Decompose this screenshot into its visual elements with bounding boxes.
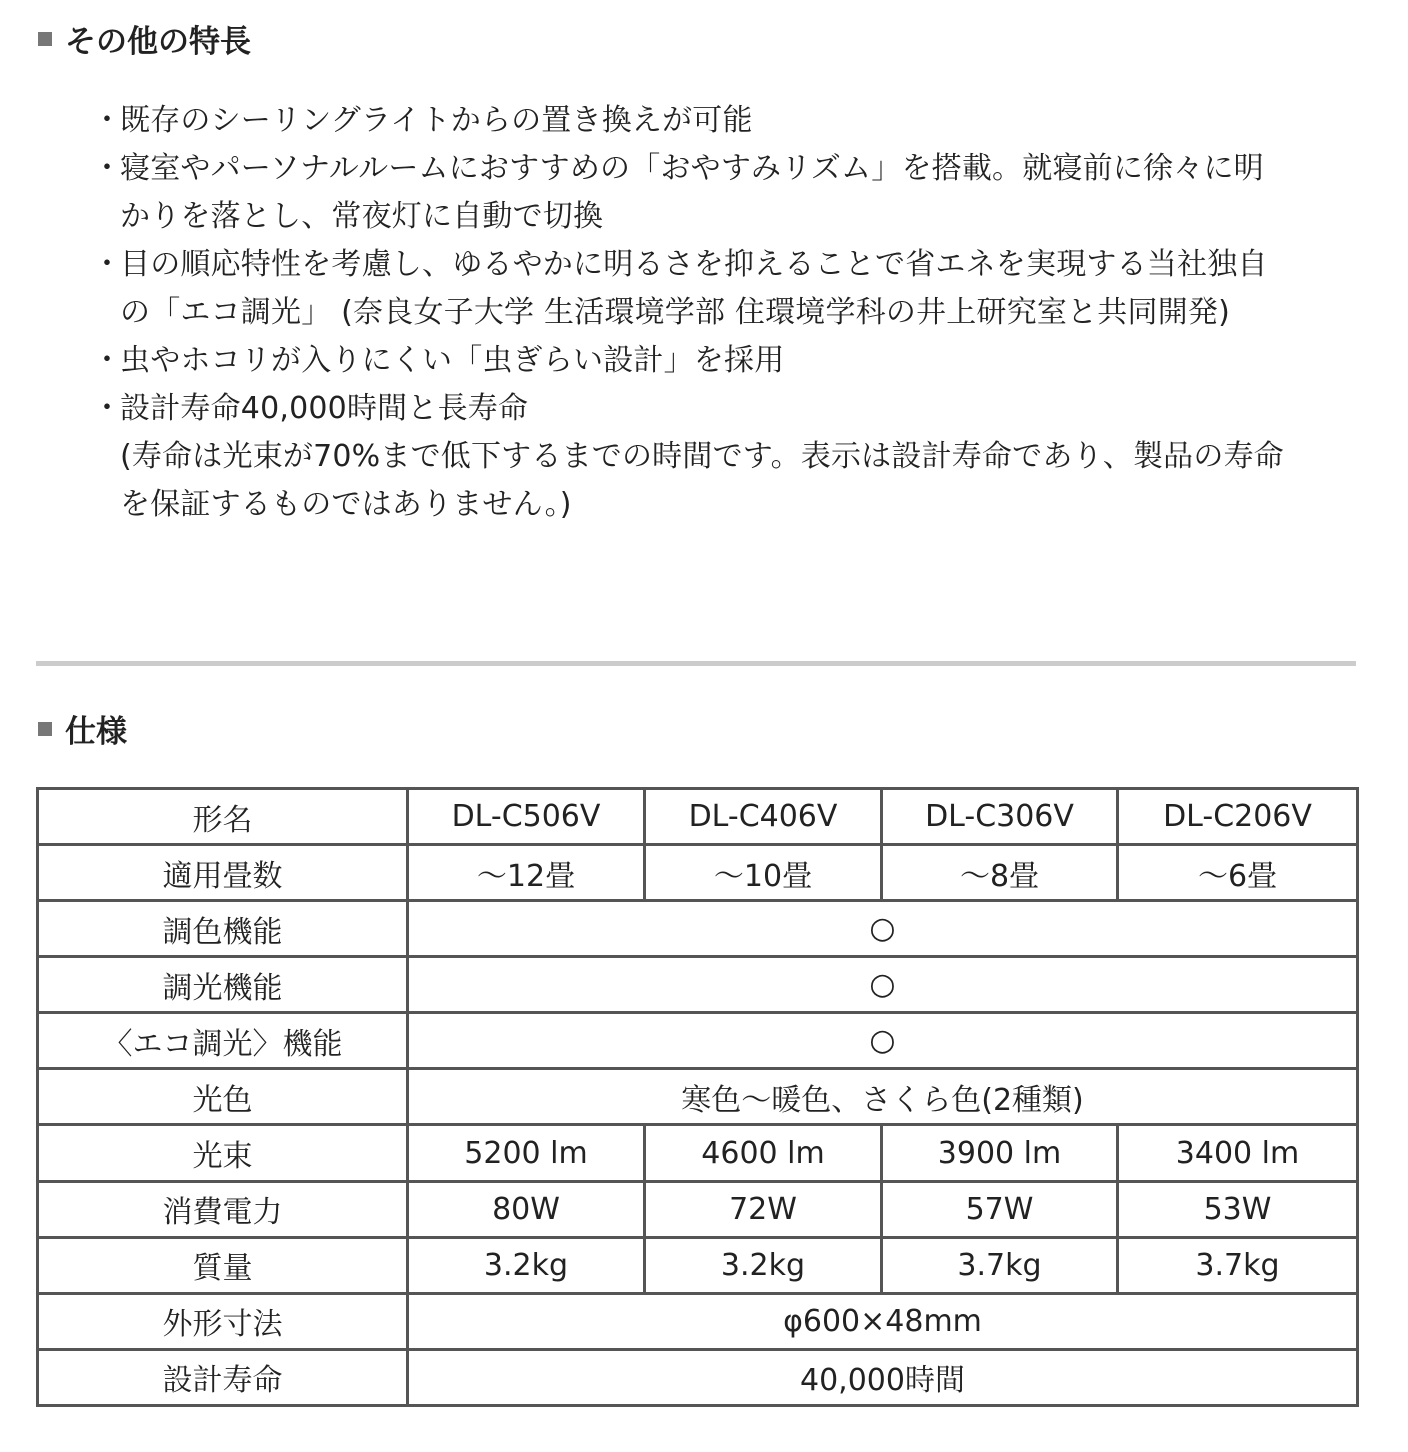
table-cell: 3.2kg: [645, 1237, 882, 1293]
table-cell: ～8畳: [882, 845, 1118, 901]
row-label: 質量: [38, 1237, 408, 1293]
spec-table: [36, 787, 1359, 1407]
table-cell: 53W: [1118, 1181, 1358, 1237]
feature-text: 目の順応特性を考慮し、ゆるやかに明るさを抑えることで省エネを実現する当社独自 の「エコ調光」 (奈良女子大学 生活環境学部 住環境学科の井上研究室と共同開発): [120, 247, 1268, 330]
row-label: 光束: [38, 1125, 408, 1181]
row-label: 形名: [38, 789, 408, 845]
table-cell: 3.2kg: [408, 1237, 645, 1293]
table-row-dimming: [38, 957, 1358, 1013]
bullet: ・: [92, 343, 123, 378]
table-cell: 3400 lm: [1118, 1125, 1358, 1181]
table-row-weight: [38, 1237, 1358, 1293]
features-heading-text: その他の特長: [65, 24, 251, 60]
row-label: 適用畳数: [38, 845, 408, 901]
square-bullet-icon: [38, 722, 52, 736]
table-cell: 3.7kg: [1118, 1237, 1358, 1293]
list-item: [92, 241, 1372, 337]
table-row-dimensions: [38, 1293, 1358, 1349]
table-cell: DL-C506V: [408, 789, 645, 845]
table-row-luminous-flux: [38, 1125, 1358, 1181]
row-label: 調光機能: [38, 957, 408, 1013]
table-row-lifetime: [38, 1349, 1358, 1405]
table-cell: DL-C206V: [1118, 789, 1358, 845]
feature-list: [92, 97, 1372, 529]
table-row-light-color: [38, 1069, 1358, 1125]
feature-text: 既存のシーリングライトからの置き換えが可能: [120, 103, 753, 138]
table-cell: 4600 lm: [645, 1125, 882, 1181]
list-item: [92, 337, 1372, 385]
square-bullet-icon: [38, 32, 52, 46]
spec-heading-text: 仕様: [65, 714, 127, 750]
list-item: [92, 97, 1372, 145]
row-label: 外形寸法: [38, 1293, 408, 1349]
feature-text: 寝室やパーソナルルームにおすすめの「おやすみリズム」を搭載。就寝前に徐々に明 かりを落とし、常夜灯に自動で切換: [120, 151, 1264, 234]
feature-text: 虫やホコリが入りにくい「虫ぎらい設計」を採用: [120, 343, 785, 378]
table-cell: ○: [408, 1013, 1358, 1069]
row-label: 設計寿命: [38, 1349, 408, 1405]
table-cell: 72W: [645, 1181, 882, 1237]
section-divider: [36, 661, 1356, 666]
table-cell: ～10畳: [645, 845, 882, 901]
table-row-model: [38, 789, 1358, 845]
table-row-room-size: [38, 845, 1358, 901]
bullet: ・: [92, 103, 123, 138]
list-item: [92, 385, 1372, 529]
features-heading: [38, 16, 251, 61]
row-label: 〈エコ調光〉機能: [38, 1013, 408, 1069]
table-cell: ～12畳: [408, 845, 645, 901]
table-cell: ～6畳: [1118, 845, 1358, 901]
list-item: [92, 145, 1372, 241]
table-cell: 寒色～暖色、さくら色(2種類): [408, 1069, 1358, 1125]
bullet: ・: [92, 151, 123, 186]
table-cell: 57W: [882, 1181, 1118, 1237]
table-cell: ○: [408, 901, 1358, 957]
feature-text: 設計寿命40,000時間と長寿命 (寿命は光束が70%まで低下するまでの時間です。表示は設計寿命であり、製品の寿命 を保証するものではありません。): [120, 391, 1284, 522]
table-row-power: [38, 1181, 1358, 1237]
row-label: 調色機能: [38, 901, 408, 957]
table-cell: DL-C306V: [882, 789, 1118, 845]
table-cell: DL-C406V: [645, 789, 882, 845]
table-cell: ○: [408, 957, 1358, 1013]
table-cell: 3900 lm: [882, 1125, 1118, 1181]
spec-heading: [38, 706, 127, 751]
row-label: 消費電力: [38, 1181, 408, 1237]
table-cell: φ600×48mm: [408, 1293, 1358, 1349]
table-row-eco-dimming: [38, 1013, 1358, 1069]
row-label: 光色: [38, 1069, 408, 1125]
table-row-color-adjust: [38, 901, 1358, 957]
table-cell: 80W: [408, 1181, 645, 1237]
table-cell: 40,000時間: [408, 1349, 1358, 1405]
bullet: ・: [92, 391, 123, 426]
table-cell: 5200 lm: [408, 1125, 645, 1181]
table-cell: 3.7kg: [882, 1237, 1118, 1293]
bullet: ・: [92, 247, 123, 282]
